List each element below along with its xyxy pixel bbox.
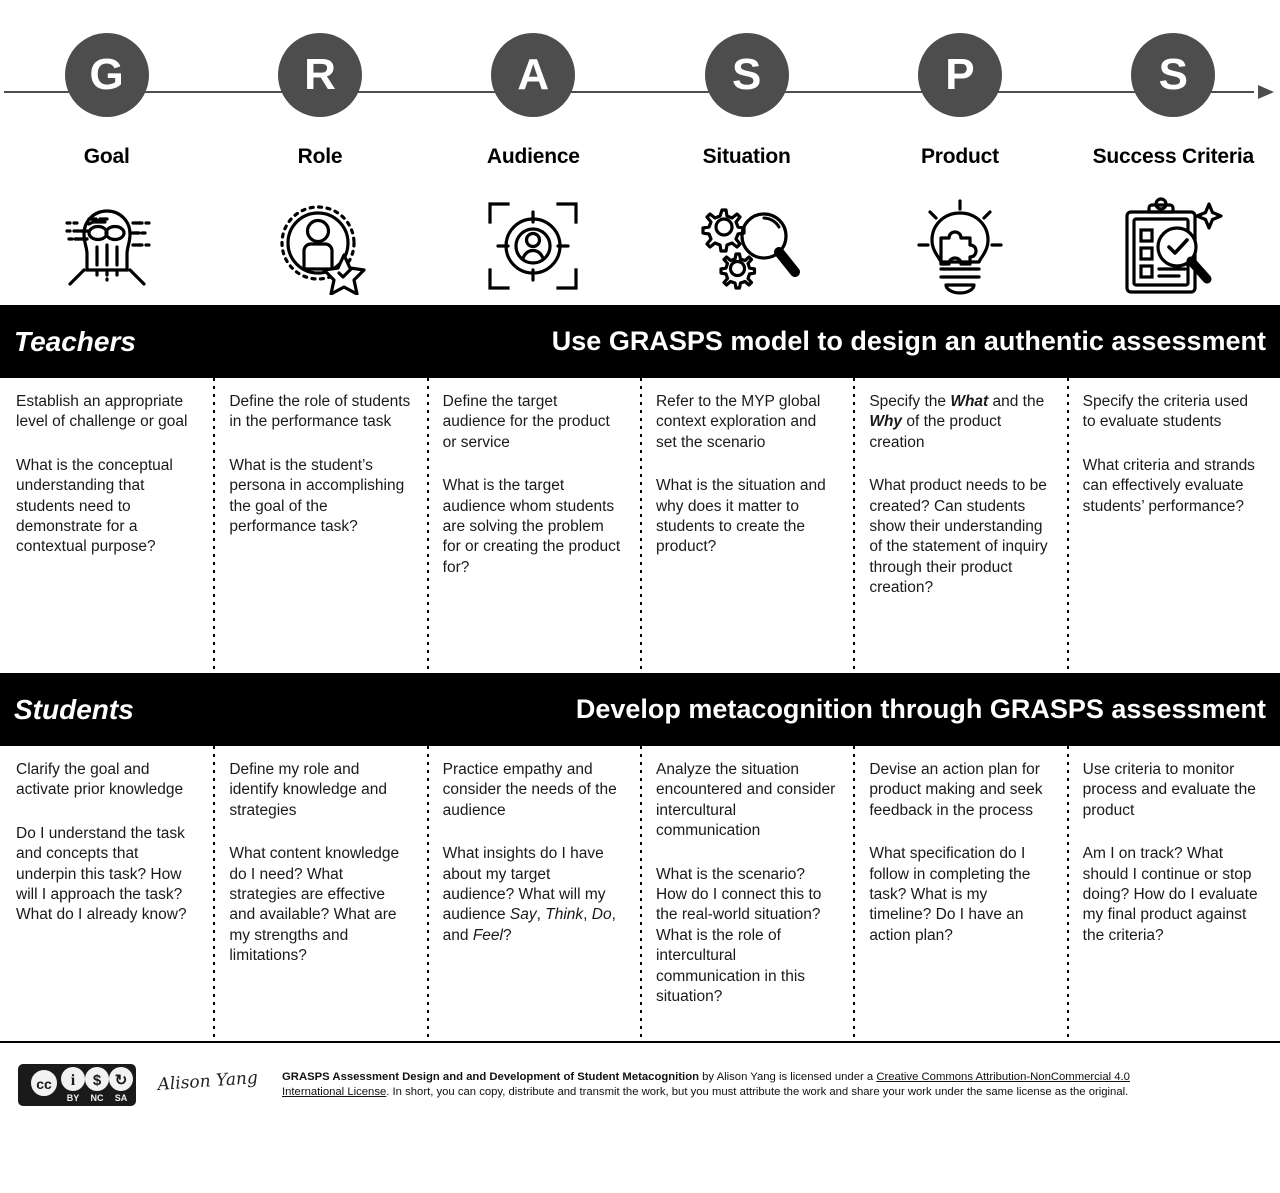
cc-nc-label: NC: [90, 1093, 104, 1103]
question-text: Do I understand the task and concepts that underpin this task? How will I approach the task? What do I already know?: [16, 824, 187, 924]
question-text: What is the conceptual understanding that students need to demonstrate for a contextual purpose?: [16, 456, 173, 556]
teachers-col-product: [853, 378, 1066, 673]
teachers-col-situation: [640, 378, 853, 673]
students-col-product: [853, 746, 1066, 1041]
timeline-node-success-criteria: [1067, 0, 1280, 145]
label-role: Role: [297, 145, 343, 168]
question-text: What specification do I follow in completing the task? What is my timeline? Do I have an action plan?: [869, 845, 1031, 944]
signature-text: Alison Yang: [156, 1067, 259, 1095]
timeline-node-product: [853, 0, 1066, 145]
target-person-icon: [484, 198, 582, 294]
license-mid: by Alison Yang is licensed under a: [699, 1070, 877, 1083]
icon-row: [0, 187, 1280, 305]
person-badge-star-icon: [268, 197, 372, 295]
students-grid: [0, 746, 1280, 1041]
letter-circle-g: G: [65, 33, 149, 117]
label-goal: Goal: [83, 145, 130, 168]
students-col-role: [213, 746, 426, 1041]
letter-circle-s1: S: [705, 33, 789, 117]
question-text: Am I on track? What should I continue or stop doing? How do I evaluate my final product against the criteria?: [1082, 845, 1258, 944]
license-text: [282, 1070, 1130, 1101]
icon-cell-situation: [640, 198, 853, 294]
creative-commons-badge-icon[interactable]: [18, 1064, 136, 1106]
statement-text: Define the target audience for the product or service: [442, 393, 610, 451]
grasps-timeline: [0, 0, 1280, 145]
footer: [0, 1043, 1280, 1121]
letter-circle-p: P: [918, 33, 1002, 117]
teachers-banner: [0, 305, 1280, 378]
statement-text: Practice empathy and consider the needs of the audience: [442, 761, 617, 819]
question-text: What insights do I have about my target audience? What will my audience Say, Think, Do, and Feel?: [442, 845, 616, 944]
label-audience: Audience: [486, 145, 580, 168]
statement-text: Refer to the MYP global context exploration and set the scenario: [655, 393, 821, 451]
timeline-labels: [0, 145, 1280, 187]
icon-cell-role: [213, 197, 426, 295]
students-col-audience: [427, 746, 640, 1041]
icon-cell-product: [853, 197, 1066, 295]
teachers-banner-headline: Use GRASPS model to design an authentic assessment: [551, 326, 1266, 356]
license-link-international[interactable]: International License: [282, 1086, 387, 1098]
statement-text: Use criteria to monitor process and evaluate the product: [1082, 761, 1256, 819]
author-signature: [154, 1065, 266, 1106]
question-text: What product needs to be created? Can students show their understanding of the statement of inquiry through their product creation?: [869, 477, 1048, 597]
license-rest: . In short, you can copy, distribute and transmit the work, but you must attribute the work and share your work under the same license as the original.: [386, 1086, 1129, 1098]
question-text: What content knowledge do I need? What strategies are effective and available? What are my strengths and limitations?: [229, 845, 400, 965]
teachers-col-goal: [0, 378, 213, 673]
cc-sa-label: SA: [114, 1093, 128, 1103]
teachers-banner-label: Teachers: [14, 325, 136, 357]
license-work-title: GRASPS Assessment Design and and Development of Student Metacognition: [282, 1070, 699, 1083]
statement-text: Devise an action plan for product making and seek feedback in the process: [869, 761, 1043, 819]
teachers-col-success-criteria: [1067, 378, 1280, 673]
letter-circle-r: R: [278, 33, 362, 117]
svg-text:$: $: [92, 1072, 102, 1089]
students-banner-headline: Develop metacognition through GRASPS assessment: [575, 694, 1266, 724]
svg-text:cc: cc: [36, 1076, 52, 1092]
statement-text: Establish an appropriate level of challenge or goal: [16, 393, 188, 431]
label-situation: Situation: [702, 145, 791, 168]
license-link-cc[interactable]: Creative Commons Attribution-NonCommercial 4.0: [876, 1070, 1130, 1083]
timeline-node-audience: [427, 0, 640, 145]
letter-circle-a: A: [491, 33, 575, 117]
teachers-grid: [0, 378, 1280, 673]
statement-text: Clarify the goal and activate prior knowledge: [16, 761, 184, 799]
label-success-criteria: Success Criteria: [1092, 145, 1254, 168]
letter-circle-s2: S: [1131, 33, 1215, 117]
svg-text:↻: ↻: [114, 1072, 128, 1089]
students-banner-label: Students: [14, 693, 134, 725]
students-col-situation: [640, 746, 853, 1041]
lightbulb-puzzle-icon: [910, 197, 1010, 295]
question-text: What is the student’s persona in accomplishing the goal of the performance task?: [229, 456, 405, 536]
timeline-node-goal: [0, 0, 213, 145]
statement-text: Define my role and identify knowledge and strategies: [229, 761, 388, 819]
students-banner: [0, 673, 1280, 746]
icon-cell-goal: [0, 197, 213, 295]
statement-text: Specify the criteria used to evaluate students: [1082, 393, 1249, 431]
question-text: What is the scenario? How do I connect this to the real-world situation? What is the role of intercultural communication in this situation?: [655, 865, 822, 1006]
statement-text: Define the role of students in the performance task: [229, 393, 411, 431]
question-text: What criteria and strands can effectively evaluate students’ performance?: [1082, 456, 1255, 515]
icon-cell-audience: [427, 198, 640, 294]
cc-by-label: BY: [66, 1093, 80, 1103]
timeline-node-role: [213, 0, 426, 145]
question-text: What is the situation and why does it matter to students to create the product?: [655, 477, 826, 556]
gears-magnifier-icon: [692, 198, 802, 294]
teachers-col-role: [213, 378, 426, 673]
svg-text:i: i: [70, 1072, 76, 1089]
icon-cell-success-criteria: [1067, 196, 1280, 296]
question-text: What is the target audience whom students are solving the problem for or creating the product for?: [442, 477, 621, 576]
teachers-col-audience: [427, 378, 640, 673]
clipboard-checklist-magnifier-icon: [1119, 196, 1227, 296]
statement-text: Specify the What and the Why of the product creation: [869, 393, 1045, 451]
students-col-success-criteria: [1067, 746, 1280, 1041]
students-col-goal: [0, 746, 213, 1041]
timeline-node-situation: [640, 0, 853, 145]
head-thinking-icon: [53, 197, 161, 295]
statement-text: Analyze the situation encountered and consider intercultural communication: [655, 761, 836, 840]
label-product: Product: [921, 145, 999, 168]
